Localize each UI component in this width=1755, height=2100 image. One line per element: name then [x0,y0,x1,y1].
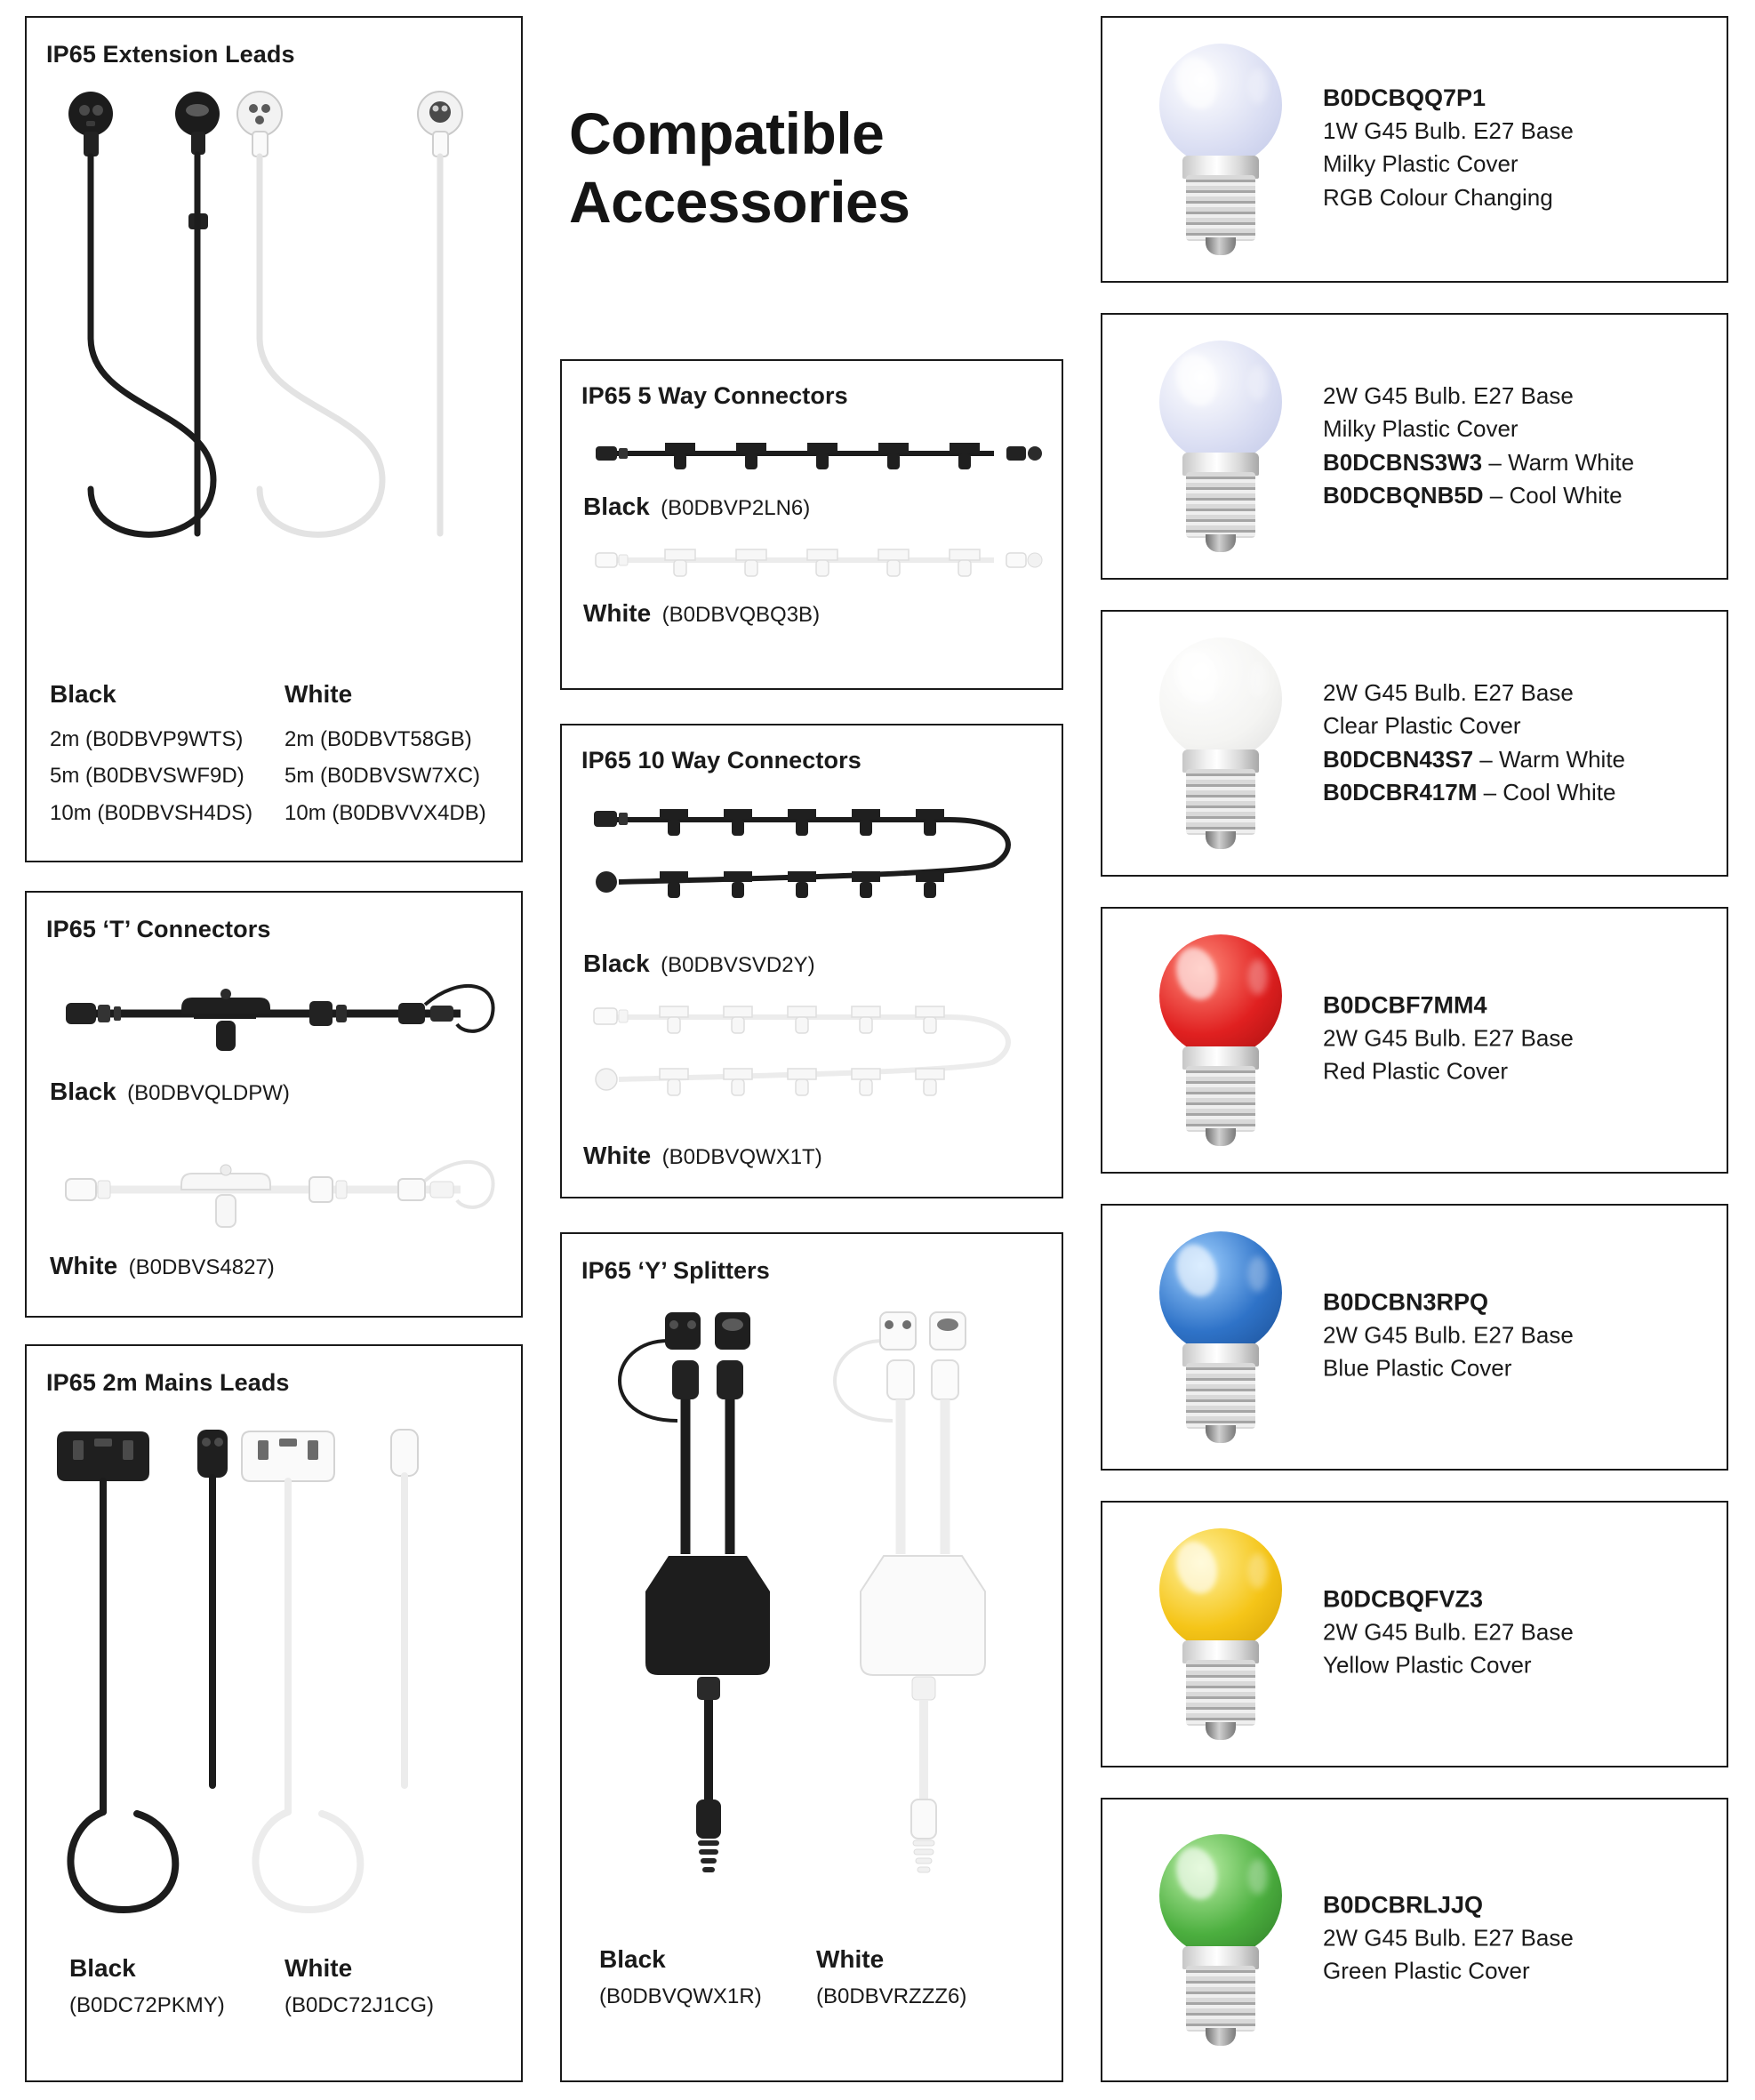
five-way-black-illustration [576,429,1051,482]
bulb-asin: B0DCBN43S7 [1323,746,1474,773]
bulb-spec-line: 2W G45 Bulb. E27 Base [1323,679,1574,707]
label-white: White [583,599,652,627]
t-connector-black-illustration [43,958,514,1065]
bulb-variant-name: – Cool White [1483,482,1623,509]
bulb-icon [1136,929,1305,1151]
page-title-line2: Accessories [569,168,910,235]
bulb-asin: B0DCBF7MM4 [1323,991,1487,1019]
bulb-variant-name: – Cool White [1477,779,1616,806]
page-title-line1: Compatible [569,100,885,166]
label-white: White [284,1954,353,1982]
bulb-card-blue [1101,1204,1728,1471]
extension-leads-illustration [36,89,516,658]
bulb-asin: B0DCBQFVZ3 [1323,1585,1484,1613]
bulb-glass [1159,1834,1282,1957]
panel-title-t-connectors: IP65 ‘T’ Connectors [46,916,271,942]
extension-lead-item: 10m (B0DBVSH4DS) [50,800,253,825]
bulb-spec-line: RGB Colour Changing [1323,183,1553,211]
extension-leads-white-column [284,680,507,831]
extension-leads-black-column [50,680,263,831]
code-white: (B0DBVQBQ3B) [661,603,821,627]
label-white: White [583,1142,652,1169]
bulb-icon [1136,1523,1305,1745]
panel-mains-leads [25,1344,523,2082]
five-way-white-label [583,599,820,628]
bulb-asin: B0DCBNS3W3 [1323,449,1483,476]
code-white: (B0DC72J1CG) [284,1993,435,2017]
code-black: (B0DBVQLDPW) [127,1081,290,1105]
ten-way-white-illustration [576,992,1051,1126]
bulb-card-yellow [1101,1501,1728,1767]
panel-title-y-splitters: IP65 ‘Y’ Splitters [581,1257,770,1284]
t-connector-white-label [50,1252,275,1280]
bulb-variant-line [1323,776,1714,809]
bulb-spec-line: Clear Plastic Cover [1323,712,1521,740]
bulb-icon [1136,38,1305,260]
bulb-spec-line: 2W G45 Bulb. E27 Base [1323,382,1574,410]
bulb-icon [1136,632,1305,854]
bulb-spec-line: Red Plastic Cover [1323,1058,1509,1085]
five-way-white-illustration [576,535,1051,589]
five-way-black-label [583,493,810,521]
bulb-spec-line: Milky Plastic Cover [1323,150,1519,178]
bulb-asin: B0DCBQQ7P1 [1323,84,1487,111]
panel-t-connectors [25,891,523,1318]
extension-lead-item: 10m (B0DBVVX4DB) [284,800,486,825]
bulb-asin: B0DCBR417M [1323,779,1478,806]
bulb-asin: B0DCBRLJJQ [1323,1891,1484,1919]
panel-5-way-connectors [560,359,1063,690]
extension-lead-item: 2m (B0DBVP9WTS) [50,727,244,751]
bulb-spec-line: Milky Plastic Cover [1323,415,1519,443]
bulb-spec-line: Green Plastic Cover [1323,1958,1530,1984]
ten-way-white-label [583,1142,822,1170]
panel-title-10-way: IP65 10 Way Connectors [581,747,861,773]
code-white: (B0DBVRZZZ6) [816,1984,967,2008]
ten-way-black-illustration [576,795,1051,928]
bulb-asin: B0DCBQNB5D [1323,482,1484,509]
bulb-glass [1159,934,1282,1057]
label-black: Black [50,1078,116,1105]
bulb-info [1323,380,1714,513]
label-black: Black [599,1945,666,1973]
bulb-card-rgb [1101,16,1728,283]
panel-title-extension-leads: IP65 Extension Leads [46,41,295,68]
mains-lead-white-label [284,1954,507,2018]
panel-title-5-way: IP65 5 Way Connectors [581,382,848,409]
bulb-info [1323,1892,1714,1989]
bulb-variant-name: – Warm White [1473,746,1626,773]
code-white: (B0DBVS4827) [128,1255,275,1279]
bulb-glass [1159,44,1282,166]
bulb-glass [1159,637,1282,760]
label-black: Black [583,493,650,520]
column-heading-white: White [284,680,353,708]
bulb-spec-line: 2W G45 Bulb. E27 Base [1323,1924,1574,1952]
mains-lead-black-label [69,1954,274,2018]
bulb-card-green [1101,1798,1728,2082]
bulb-spec-line: 2W G45 Bulb. E27 Base [1323,1321,1574,1349]
panel-y-splitters [560,1232,1063,2082]
label-black: Black [583,950,650,977]
bulb-info [1323,1289,1714,1386]
code-black: (B0DBVQWX1R) [599,1984,762,2008]
bulb-info [1323,1586,1714,1683]
page-title [569,100,1031,236]
bulb-card-clear-white [1101,610,1728,877]
bulb-variant-name: – Warm White [1482,449,1635,476]
bulb-card-milky-white [1101,313,1728,580]
bulb-asin: B0DCBN3RPQ [1323,1288,1489,1316]
bulb-glass [1159,1231,1282,1354]
bulb-card-red [1101,907,1728,1174]
bulb-spec-line: 1W G45 Bulb. E27 Base [1323,116,1574,144]
bulb-icon [1136,1829,1305,2051]
label-black: Black [69,1954,136,1982]
bulb-glass [1159,341,1282,463]
bulb-variant-line [1323,479,1714,512]
bulb-spec-line: 2W G45 Bulb. E27 Base [1323,1618,1574,1646]
panel-title-mains-leads: IP65 2m Mains Leads [46,1369,290,1396]
bulb-icon [1136,335,1305,557]
bulb-spec-line: Blue Plastic Cover [1323,1355,1512,1382]
code-black: (B0DC72PKMY) [69,1993,225,2017]
bulb-info [1323,84,1714,214]
mains-leads-illustration [39,1412,519,1928]
y-splitter-white-label [816,1945,1038,2009]
bulb-info [1323,677,1714,810]
t-connector-white-illustration [43,1134,514,1241]
panel-extension-leads [25,16,523,862]
code-white: (B0DBVQWX1T) [661,1145,822,1169]
y-splitters-illustration [580,1305,1047,1928]
bulb-info [1323,992,1714,1089]
t-connector-black-label [50,1078,290,1106]
bulb-spec-line: Yellow Plastic Cover [1323,1652,1532,1679]
panel-10-way-connectors [560,724,1063,1198]
label-white: White [816,1945,885,1973]
extension-lead-item: 5m (B0DBVSW7XC) [284,764,481,789]
bulb-icon [1136,1226,1305,1448]
extension-lead-item: 2m (B0DBVT58GB) [284,727,472,751]
bulb-glass [1159,1528,1282,1651]
extension-lead-item: 5m (B0DBVSWF9D) [50,764,244,789]
ten-way-black-label [583,950,815,978]
bulb-variant-line [1323,743,1714,776]
code-black: (B0DBVP2LN6) [661,496,811,520]
bulb-variant-line [1323,446,1714,479]
code-black: (B0DBVSVD2Y) [661,953,815,977]
column-heading-black: Black [50,680,116,708]
bulb-spec-line: 2W G45 Bulb. E27 Base [1323,1024,1574,1052]
y-splitter-black-label [599,1945,813,2009]
label-white: White [50,1252,118,1279]
